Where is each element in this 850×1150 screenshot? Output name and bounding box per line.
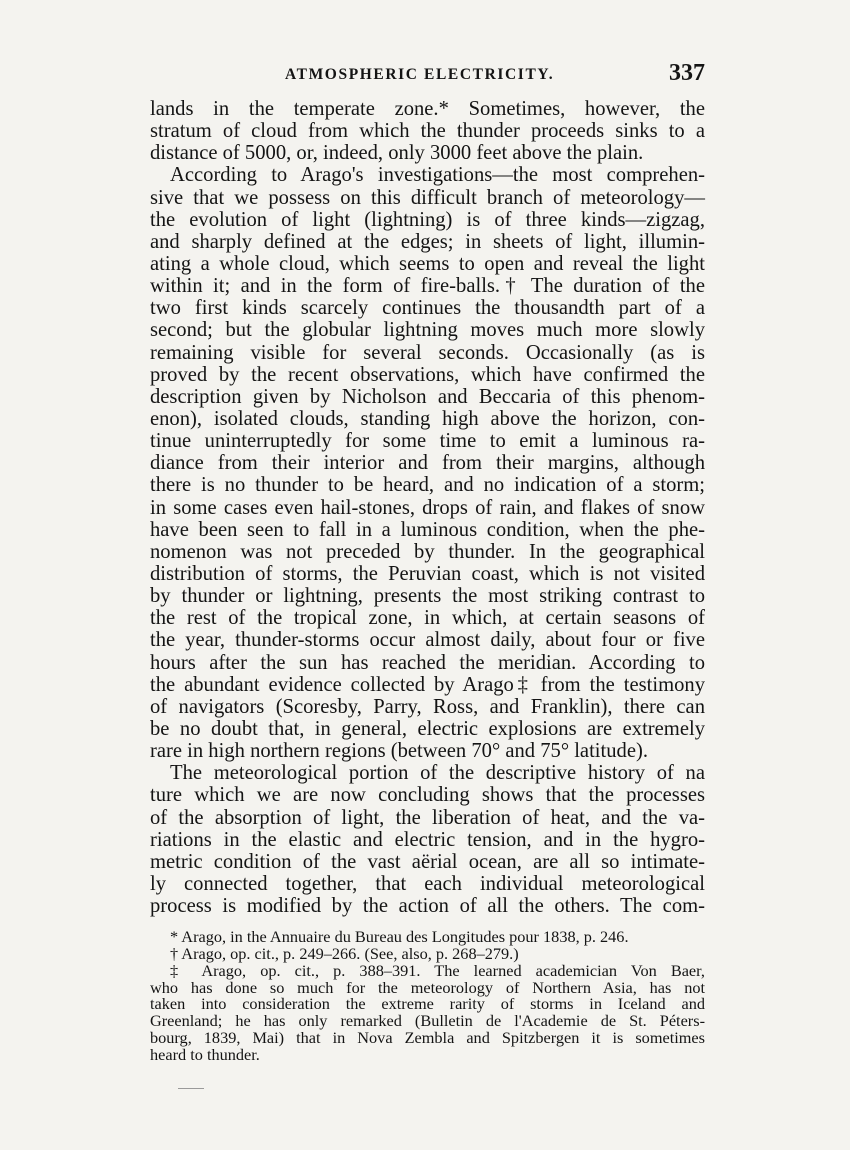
text-line: of navigators (Scoresby, Parry, Ross, and Franklin), there can: [150, 695, 705, 718]
text-line: rare in high northern regions (between 70° and 75° latitude).: [150, 740, 648, 763]
footnote-line: † Arago, op. cit., p. 249–266. (See, also, p. 268–279.): [170, 944, 519, 963]
text-line: ture which we are now concluding shows that the processes: [150, 784, 705, 807]
text-line: be no doubt that, in general, electric explosions are extremely: [150, 717, 705, 740]
footnote-line: heard to thunder.: [150, 1044, 260, 1064]
page-number: 337: [669, 60, 705, 86]
text-line: tinue uninterruptedly for some time to emit a luminous ra-: [150, 430, 705, 453]
text-line: proved by the recent observations, which have confirmed the: [150, 363, 705, 386]
text-line: the year, thunder-storms occur almost daily, about four or five: [150, 629, 705, 652]
text-line: metric condition of the vast aërial ocean, are all so intimate-: [150, 850, 705, 873]
text-line: within it; and in the form of fire-balls.† The duration of the: [150, 275, 705, 298]
text-line: stratum of cloud from which the thunder proceeds sinks to a: [150, 120, 705, 143]
text-line: lands in the temperate zone.* Sometimes, however, the: [150, 98, 705, 120]
running-head: ATMOSPHERIC ELECTRICITY.: [285, 66, 555, 83]
text-line: have been seen to fall in a luminous condition, when the phe-: [150, 518, 705, 541]
footnote-line: * Arago, in the Annuaire du Bureau des Longitudes pour 1838, p. 246.: [170, 927, 629, 947]
book-page: [150, 58, 705, 1064]
text-line: the abundant evidence collected by Arago‡ from the testimony: [150, 673, 705, 696]
text-line: diance from their interior and from their margins, although: [150, 452, 705, 475]
text-line: of the absorption of light, the liberation of heat, and the va-: [150, 806, 705, 829]
footnote-line: who has done so much for the meteorology of Northern Asia, has not: [150, 977, 705, 997]
bottom-rule: [178, 1088, 204, 1089]
text-line: second; but the globular lightning moves much more slowly: [150, 319, 705, 342]
text-line: in some cases even hail-stones, drops of rain, and flakes of snow: [150, 496, 705, 519]
text-line: ating a whole cloud, which seems to open and reveal the light: [150, 252, 705, 275]
footnotes: [150, 929, 705, 1063]
text-line: two first kinds scarcely continues the thousandth part of a: [150, 297, 705, 320]
body-text: [150, 98, 705, 917]
text-line: by thunder or lightning, presents the most striking contrast to: [150, 585, 705, 608]
footnote-line: taken into consideration the extreme rarity of storms in Iceland and: [150, 994, 705, 1014]
text-line: the evolution of light (lightning) is of three kinds—zigzag,: [150, 208, 705, 231]
text-line: distribution of storms, the Peruvian coast, which is not visited: [150, 562, 705, 585]
footnote-line: Greenland; he has only remarked (Bulletin de l'Academie de St. Péters-: [150, 1011, 705, 1031]
text-line: remaining visible for several seconds. Occasionally (as is: [150, 341, 705, 364]
text-line: nomenon was not preceded by thunder. In the geographical: [150, 540, 705, 563]
text-line: enon), isolated clouds, standing high above the horizon, con-: [150, 407, 705, 430]
footnote-line: bourg, 1839, Mai) that in Nova Zembla and Spitzbergen it is sometimes: [150, 1027, 705, 1047]
text-line: description given by Nicholson and Beccaria of this phenom-: [150, 385, 705, 408]
footnote-line: ‡ Arago, op. cit., p. 388–391. The learned academician Von Baer,: [170, 960, 705, 980]
text-line: and sharply defined at the edges; in sheets of light, illumin-: [150, 230, 705, 253]
text-line: distance of 5000, or, indeed, only 3000 feet above the plain.: [150, 142, 644, 165]
text-line: riations in the elastic and electric tension, and in the hygro-: [150, 828, 705, 851]
page-header: [150, 58, 705, 98]
text-line: the rest of the tropical zone, in which, at certain seasons of: [150, 607, 705, 630]
text-line: ly connected together, that each individual meteorological: [150, 872, 705, 895]
text-line: sive that we possess on this difficult branch of meteorology—: [150, 186, 705, 209]
text-line: According to Arago's investigations—the most comprehen-: [170, 164, 705, 187]
text-line: process is modified by the action of all the others. The com-: [150, 895, 705, 918]
text-line: there is no thunder to be heard, and no indication of a storm;: [150, 474, 705, 497]
text-line: hours after the sun has reached the meridian. According to: [150, 651, 705, 674]
text-line: The meteorological portion of the descriptive history of na: [170, 762, 705, 785]
